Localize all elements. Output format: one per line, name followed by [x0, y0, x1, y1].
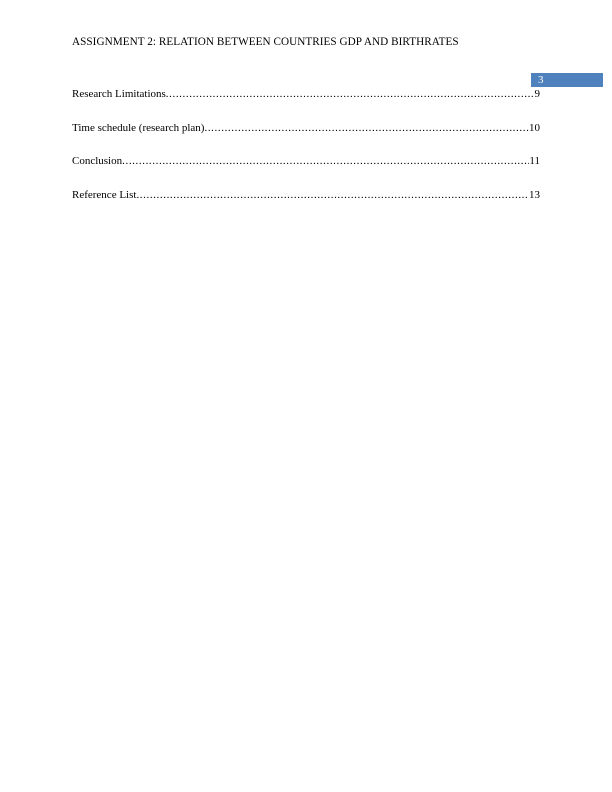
toc-dot-leader — [166, 88, 535, 101]
toc-entry-page: 9 — [534, 88, 540, 100]
toc-entry-title: Time schedule (research plan) — [72, 121, 205, 134]
toc-entry-research-limitations[interactable] — [72, 88, 540, 101]
toc-entry-page: 13 — [529, 188, 540, 201]
toc-dot-leader — [122, 155, 529, 168]
toc-dot-leader — [204, 122, 529, 135]
toc-entry-time-schedule[interactable] — [72, 122, 540, 135]
page-number-badge — [531, 73, 603, 87]
toc-entry-title: Reference List — [72, 188, 137, 201]
toc-entry-reference-list[interactable] — [72, 189, 540, 202]
toc-entry-title: Conclusion — [72, 155, 123, 167]
running-header-title: ASSIGNMENT 2: RELATION BETWEEN COUNTRIES GDP AND BIRTHRATES — [72, 36, 459, 48]
table-of-contents — [72, 88, 540, 222]
page-number: 3 — [538, 74, 544, 86]
toc-entry-page: 11 — [529, 155, 540, 167]
toc-dot-leader — [136, 189, 529, 202]
toc-entry-page: 10 — [529, 121, 540, 134]
toc-entry-title: Research Limitations — [72, 88, 166, 100]
toc-entry-conclusion[interactable] — [72, 155, 540, 168]
